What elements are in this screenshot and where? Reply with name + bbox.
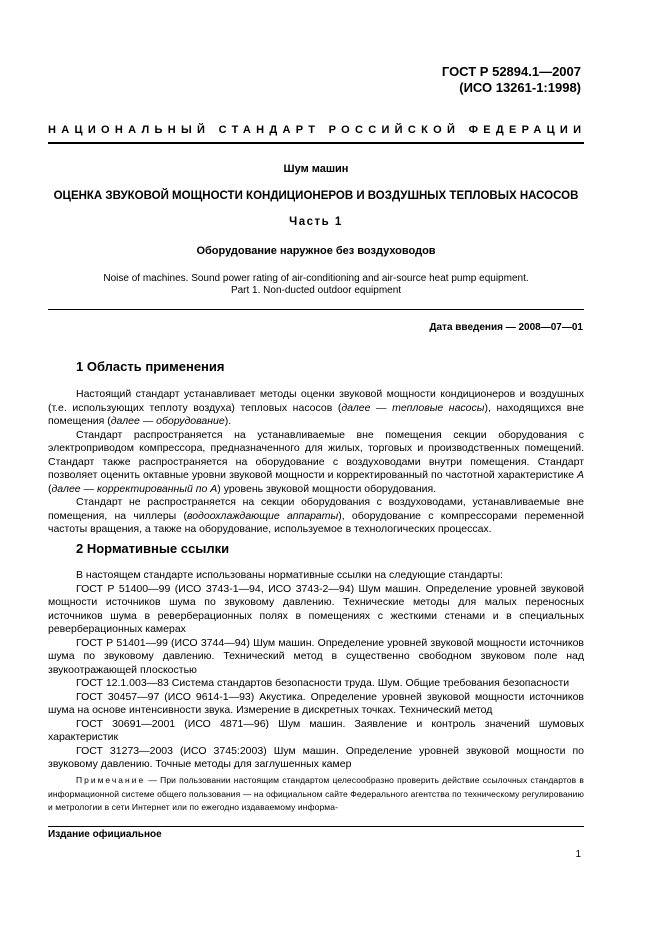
- subtitle: Шум машин: [283, 163, 349, 175]
- section-1-heading: 1 Область применения: [76, 359, 225, 374]
- section-2-heading: 2 Нормативные ссылки: [76, 541, 230, 556]
- section-1-paragraph-2: Стандарт распространяется на устанавливаемые вне помещения секции оборудования с электроприводом компрессора, предназначенного для жилых, торговых и производственных помещений. Стандарт также распространяется на оборудование с воздуховодами внутри помещения. Стандарт позволяет оценить октавные уровни звуковой мощности и корректированный по частотной характеристике А (далее — корректированный по А) уровень звуковой мощности оборудования.: [48, 428, 584, 495]
- document-id: [442, 64, 581, 96]
- edition-label: Издание официальное: [48, 829, 162, 840]
- reference-item: ГОСТ Р 51400—99 (ИСО 3743-1—94, ИСО 3743-2—94) Шум машин. Определение уровней звуковой мощности источников шума по звуковому давлению. Технические методы для малых переносных источников шума в реверберационных полях в помещениях с жесткими стенами и в специальных реверберационных камерах: [48, 582, 584, 635]
- reference-item: ГОСТ 30457—97 (ИСО 9614-1—93) Акустика. Определение уровней звуковой мощности источников шума на основе интенсивности звука. Измерение в дискретных точках. Технический метод: [48, 690, 584, 716]
- bottom-rule: [48, 826, 584, 827]
- intro-date: Дата введения — 2008—07—01: [429, 322, 583, 333]
- gost-number: ГОСТ Р 52894.1—2007: [441, 64, 581, 79]
- note-text: — При пользовании настоящим стандартом целесообразно проверить действие ссылочных стандартов в информационной системе общего пользования — на официальном сайте Федерального агентства по техническому регулированию и метрологии в сети Интернет или по ежегодно издаваемому информа-: [48, 775, 584, 812]
- part-label: Часть 1: [289, 216, 343, 228]
- reference-item: ГОСТ Р 51401—99 (ИСО 3744—94) Шум машин. Определение уровней звуковой мощности источников шума по звуковому давлению. Технический метод в существенно свободном звуковом поле над звукоотражающей плоскостью: [48, 636, 584, 676]
- reference-item: ГОСТ 12.1.003—83 Система стандартов безопасности труда. Шум. Общие требования безопасности: [76, 677, 570, 689]
- iso-number: (ИСО 13261-1:1998): [459, 80, 581, 95]
- section-2-body: [48, 569, 584, 772]
- top-rule: [48, 142, 584, 144]
- section-1-paragraph-3: Стандарт не распространяется на секции оборудования с воздуховодами, устанавливаемые вне помещения, на чиллеры (водоохлаждающие аппараты), оборудование с компрессорами переменной частоты вращения, а также на оборудование, используемое в технологических процессах.: [48, 496, 584, 535]
- page-number: 1: [575, 849, 581, 860]
- national-standard-banner: НАЦИОНАЛЬНЫЙ СТАНДАРТ РОССИЙСКОЙ ФЕДЕРАЦИИ: [48, 124, 587, 136]
- section-1-paragraph-1: Настоящий стандарт устанавливает методы оценки звуковой мощности кондиционеров и воздушных (т.е. использующих теплоту воздуха) тепловых насосов (далее — тепловые насосы), находящихся вне помещения (далее — оборудование).: [48, 388, 584, 427]
- main-title: ОЦЕНКА ЗВУКОВОЙ МОЩНОСТИ КОНДИЦИОНЕРОВ И ВОЗДУШНЫХ ТЕПЛОВЫХ НАСОСОВ: [53, 190, 579, 202]
- note-label: Примечание: [76, 775, 146, 785]
- middle-rule: [48, 309, 584, 310]
- english-title-line-1: Noise of machines. Sound power rating of air-conditioning and air-source heat pump equipment.: [103, 273, 529, 284]
- reference-item: ГОСТ 31273—2003 (ИСО 3745:2003) Шум машин. Определение уровней звуковой мощности по звуковому давлению. Точные методы для заглушенных камер: [48, 744, 584, 770]
- english-title-line-2: Part 1. Non-ducted outdoor equipment: [230, 285, 402, 296]
- note: [48, 774, 584, 815]
- part-title: Оборудование наружное без воздуховодов: [196, 245, 436, 257]
- section-2-intro: В настоящем стандарте использованы нормативные ссылки на следующие стандарты:: [76, 569, 503, 581]
- section-1-body: [48, 388, 584, 537]
- reference-item: ГОСТ 30691—2001 (ИСО 4871—96) Шум машин. Заявление и контроль значений шумовых характеристик: [48, 717, 584, 743]
